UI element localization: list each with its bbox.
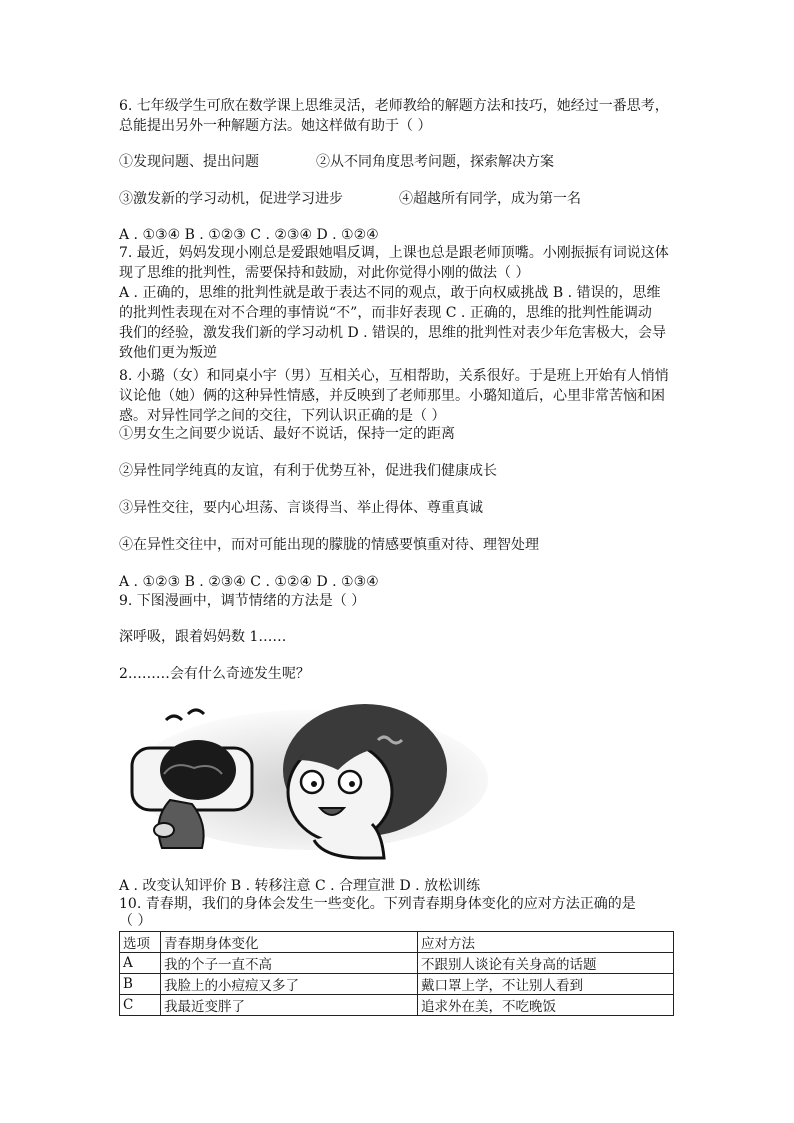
q6-option-2: ②从不同角度思考问题，探索解决方案 [316, 154, 554, 170]
q7-line: 致他们更为叛逆 [119, 345, 217, 361]
table-cell: C [120, 995, 161, 1016]
table-cell: 不跟别人谈论有关身高的话题 [418, 953, 674, 974]
table-header-cell: 青春期身体变化 [161, 932, 418, 953]
q8-option-1: ①男女生之间要少说话、最好不说话，保持一定的距离 [119, 426, 455, 442]
q7-line: A . 正确的，思维的批判性就是敢于表达不同的观点，敢于向权威挑战 B . 错误的，思维 [119, 285, 661, 301]
q8-stem-line: 8. 小璐（女）和同桌小宇（男）互相关心，互相帮助，关系很好。于是班上开始有人悄悄 [119, 368, 669, 384]
table-cell: A [120, 953, 161, 974]
table-cell: B [120, 974, 161, 995]
table-cell: 我脸上的小痘痘又多了 [161, 974, 418, 995]
q7-line: 现了思维的批判性，需要保持和鼓励，对此你觉得小刚的做法（ ） [119, 265, 530, 281]
q8-stem-line: 议论他（她）俩的这种异性情感，并反映到了老师那里。小璐知道后，心里非常苦恼和困 [119, 388, 665, 404]
q9-stem: 9. 下图漫画中，调节情绪的方法是（ ） [119, 593, 366, 609]
q9-caption-2: 2………会有什么奇迹发生呢？ [119, 666, 310, 682]
q8-option-2: ②异性同学纯真的友谊，有利于优势互补，促进我们健康成长 [119, 463, 497, 479]
table-header-row [120, 932, 674, 953]
q8-stem-line: 惑。对异性同学之间的交往，下列认识正确的是（ ） [119, 408, 446, 424]
comic-illustration [130, 700, 490, 860]
table-cell: 戴口罩上学，不让别人看到 [418, 974, 674, 995]
body-change-table [119, 931, 674, 1016]
q7-line: 7. 最近，妈妈发现小刚总是爱跟她唱反调，上课也总是跟老师顶嘴。小刚振振有词说这体 [119, 245, 669, 261]
q6-stem-line1: 6. 七年级学生可欣在数学课上思维灵活，老师教给的解题方法和技巧，她经过一番思考， [119, 98, 669, 114]
table-cell: 我的个子一直不高 [161, 953, 418, 974]
q8-option-3: ③异性交往，要内心坦荡、言谈得当、举止得体、尊重真诚 [119, 500, 483, 516]
q8-choices: A . ①②③ B . ②③④ C . ①②④ D . ①③④ [119, 574, 379, 590]
q6-option-3: ③激发新的学习动机，促进学习进步 [119, 191, 343, 207]
table-header-cell: 选项 [120, 932, 161, 953]
table-row [120, 995, 674, 1016]
table-row [120, 953, 674, 974]
table-row [120, 974, 674, 995]
table-header-cell: 应对方法 [418, 932, 674, 953]
q6-option-1: ①发现问题、提出问题 [119, 154, 259, 170]
table-cell: 追求外在美，不吃晚饭 [418, 995, 674, 1016]
q10-stem-line1: 10. 青春期，我们的身体会发生一些变化。下列青春期身体变化的应对方法正确的是 [119, 896, 636, 912]
q8-option-4: ④在异性交往中，而对可能出现的朦胧的情感要慎重对待、理智处理 [119, 537, 539, 553]
q9-caption-1: 深呼吸，跟着妈妈数 1…… [119, 629, 287, 645]
q7-line: 我们的经验，激发我们新的学习动机 D . 错误的，思维的批判性对表少年危害极大，会导 [119, 325, 667, 341]
child-head [160, 740, 236, 800]
q6-choices: A . ①③④ B . ①②③ C . ②③④ D . ①②④ [119, 227, 379, 243]
q9-choices: A . 改变认知评价 B . 转移注意 C . 合理宣泄 D . 放松训练 [119, 878, 481, 894]
q7-line: 的批判性表现在对不合理的事情说“不”，而非好表现 C . 正确的，思维的批判性能调动 [119, 305, 652, 321]
q6-stem-line2: 总能提出另外一种解题方法。她这样做有助于（ ） [119, 118, 432, 134]
q10-stem-line2: （ ） [119, 913, 152, 929]
q6-option-4: ④超越所有同学，成为第一名 [399, 191, 581, 207]
table-cell: 我最近变胖了 [161, 995, 418, 1016]
